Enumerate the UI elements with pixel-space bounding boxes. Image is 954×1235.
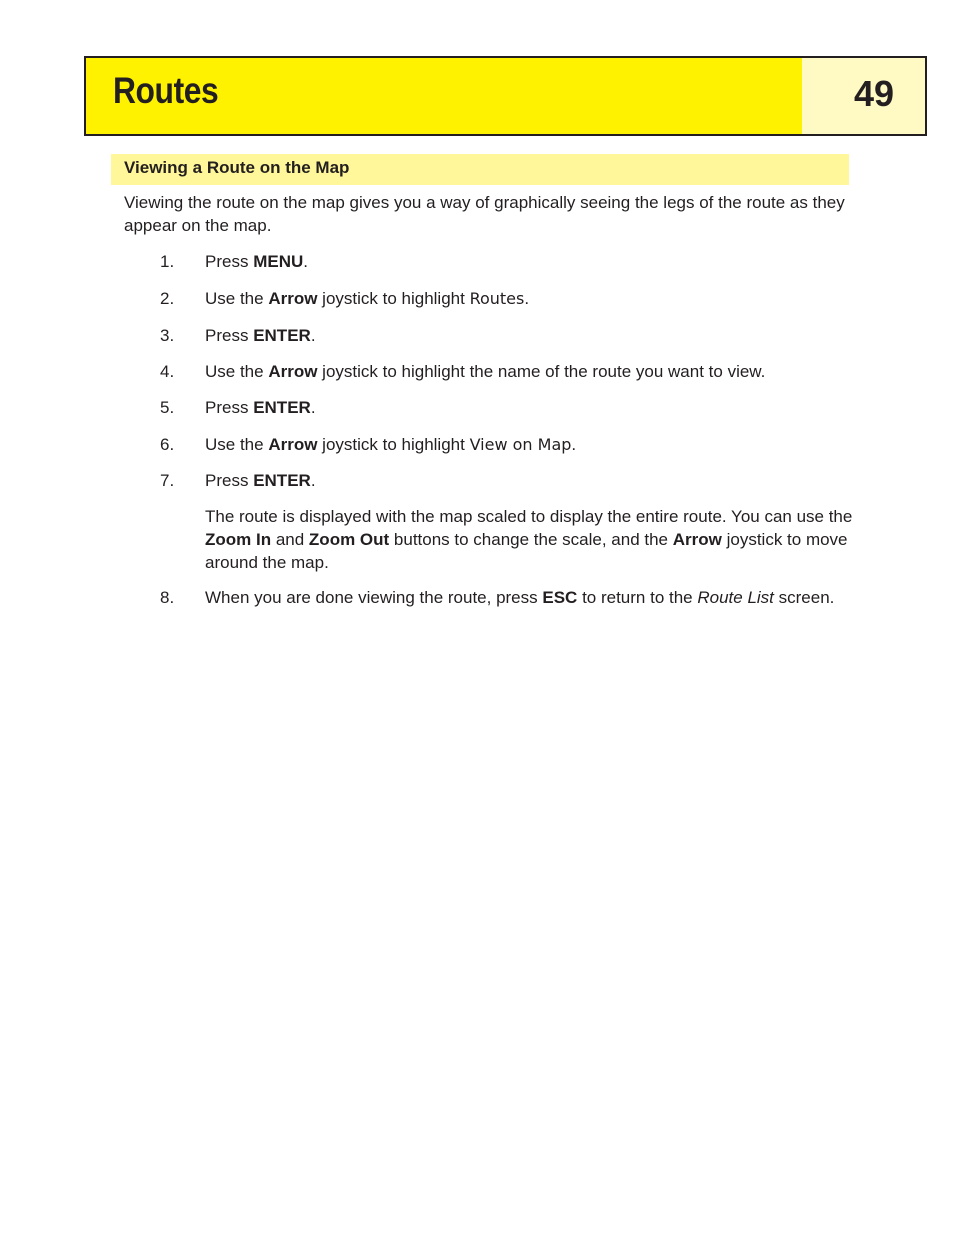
chapter-header — [84, 56, 927, 136]
chapter-title: Routes — [113, 70, 219, 111]
step-number: 2. — [160, 289, 175, 308]
section-title: Viewing a Route on the Map — [124, 158, 350, 177]
step-text: Use the Arrow joystick to highlight View on Map. — [205, 435, 577, 454]
step-number: 8. — [160, 588, 175, 607]
step-text: Press ENTER. — [205, 326, 316, 345]
page-number-box — [802, 58, 925, 134]
step-7-note: The route is displayed with the map scaled to display the entire route. You can use the Zoom In and Zoom Out buttons to change the scale, and the Arrow joystick to move around the map. — [205, 507, 853, 572]
section-heading-bar — [111, 154, 849, 185]
step-text: Use the Arrow joystick to highlight Routes. — [205, 289, 530, 308]
step-text: Press MENU. — [205, 252, 308, 271]
step-text: Press ENTER. — [205, 471, 316, 490]
step-text: Press ENTER. — [205, 398, 316, 417]
screen-option-text: Routes — [469, 289, 525, 308]
step-text: When you are done viewing the route, press ESC to return to the Route List screen. — [205, 588, 835, 607]
step-number: 3. — [160, 326, 175, 345]
step-number: 5. — [160, 398, 175, 417]
step-number: 4. — [160, 362, 175, 381]
step-number: 6. — [160, 435, 175, 454]
page-number: 49 — [854, 73, 895, 114]
screen-option-text: View on Map — [469, 435, 572, 454]
step-number: 1. — [160, 252, 175, 271]
step-text: Use the Arrow joystick to highlight the name of the route you want to view. — [205, 362, 766, 381]
intro-paragraph: Viewing the route on the map gives you a way of graphically seeing the legs of the route as they appear on the map. — [124, 193, 845, 235]
step-number: 7. — [160, 471, 175, 490]
